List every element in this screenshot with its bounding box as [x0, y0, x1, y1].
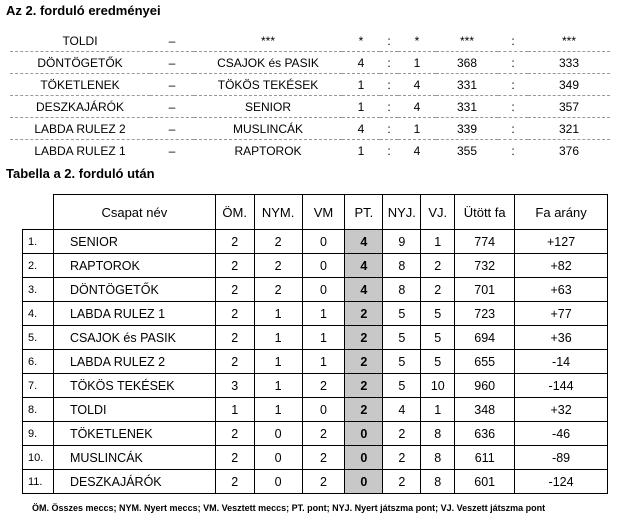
result-away: MUSLINCÁK	[194, 118, 342, 140]
result-home: TÖKETLENEK	[10, 74, 150, 96]
table-row	[23, 374, 608, 398]
result-away: RAPTOROK	[234, 143, 302, 158]
table-row	[23, 230, 608, 254]
result-s2: 1	[398, 52, 436, 74]
cell-nym: 1	[254, 398, 302, 422]
result-p1: 355	[456, 143, 478, 158]
cell-fa: +82	[515, 254, 608, 278]
cell-vm: 1	[302, 326, 345, 350]
cell-rank: 3.	[23, 278, 54, 302]
cell-pt: 0	[345, 470, 383, 494]
cell-ff: 723	[455, 302, 515, 326]
result-dash: –	[150, 118, 194, 140]
result-away: SENIOR	[194, 96, 342, 118]
cell-vm: 0	[302, 230, 345, 254]
cell-fa: -144	[515, 374, 608, 398]
result-s2: 4	[413, 143, 421, 158]
result-away: TÖKÖS TEKÉSEK	[194, 74, 342, 96]
cell-pt: 2	[345, 374, 383, 398]
result-row	[10, 74, 610, 96]
cell-vm: 0	[302, 254, 345, 278]
cell-ff: 601	[455, 470, 515, 494]
result-p2: 376	[558, 143, 580, 158]
result-p1: 339	[436, 118, 498, 140]
result-p2: 349	[528, 74, 610, 96]
result-s2: 4	[398, 74, 436, 96]
cell-nym: 2	[254, 230, 302, 254]
header-nyj: NYJ.	[383, 195, 421, 230]
cell-nyj: 5	[383, 374, 421, 398]
result-p1: 331	[436, 74, 498, 96]
cell-vm: 1	[302, 350, 345, 374]
result-row	[10, 140, 610, 162]
cell-nym: 2	[254, 254, 302, 278]
results-table	[10, 30, 610, 161]
result-c2: :	[498, 52, 528, 74]
table-row	[23, 422, 608, 446]
cell-ff: 701	[455, 278, 515, 302]
cell-nyj: 9	[383, 230, 421, 254]
header-fa: Fa arány	[515, 195, 608, 230]
result-s1: 4	[342, 52, 380, 74]
cell-fa: +32	[515, 398, 608, 422]
result-p1: ***	[436, 30, 498, 52]
result-c2: :	[498, 30, 528, 52]
cell-fa: +36	[515, 326, 608, 350]
cell-vj: 8	[421, 470, 455, 494]
cell-vj: 10	[421, 374, 455, 398]
result-dash: –	[168, 143, 176, 158]
cell-pt: 4	[345, 254, 383, 278]
cell-team: DESZKAJÁRÓK	[53, 470, 215, 494]
result-c1: :	[380, 118, 398, 140]
cell-nyj: 4	[383, 398, 421, 422]
result-home: DESZKAJÁRÓK	[10, 96, 150, 118]
result-p1: 331	[436, 96, 498, 118]
cell-vm: 1	[302, 302, 345, 326]
cell-rank: 1.	[23, 230, 54, 254]
cell-rank: 2.	[23, 254, 54, 278]
cell-vj: 2	[421, 254, 455, 278]
cell-om: 2	[215, 422, 254, 446]
cell-vj: 8	[421, 422, 455, 446]
header-pt: PT.	[345, 195, 383, 230]
result-dash: –	[150, 52, 194, 74]
cell-team: TÖKETLENEK	[53, 422, 215, 446]
result-away: CSAJOK és PASIK	[194, 52, 342, 74]
result-dash: –	[150, 30, 194, 52]
cell-vm: 2	[302, 374, 345, 398]
cell-om: 2	[215, 254, 254, 278]
result-c1: :	[380, 30, 398, 52]
table-row	[23, 446, 608, 470]
result-c2: :	[498, 118, 528, 140]
table-row	[23, 398, 608, 422]
result-s2: *	[398, 30, 436, 52]
result-c1: :	[380, 96, 398, 118]
cell-pt: 2	[345, 326, 383, 350]
cell-ff: 655	[455, 350, 515, 374]
result-p2: 357	[528, 96, 610, 118]
result-row	[10, 52, 610, 74]
cell-nyj: 5	[383, 350, 421, 374]
cell-nyj: 8	[383, 278, 421, 302]
cell-fa: -124	[515, 470, 608, 494]
cell-pt: 4	[345, 230, 383, 254]
cell-rank: 10.	[23, 446, 54, 470]
cell-om: 2	[215, 470, 254, 494]
result-c1: :	[380, 52, 398, 74]
result-s1: *	[342, 30, 380, 52]
standings-title: Tabella a 2. forduló után	[6, 166, 155, 181]
header-ff: Ütött fa	[455, 195, 515, 230]
cell-om: 2	[215, 446, 254, 470]
result-p1: 368	[436, 52, 498, 74]
cell-nyj: 8	[383, 254, 421, 278]
cell-team: MUSLINCÁK	[53, 446, 215, 470]
cell-ff: 694	[455, 326, 515, 350]
result-s1: 4	[342, 118, 380, 140]
cell-nyj: 2	[383, 470, 421, 494]
cell-fa: -46	[515, 422, 608, 446]
table-row	[23, 326, 608, 350]
standings-header-row	[23, 195, 608, 230]
header-om: ÖM.	[215, 195, 254, 230]
cell-om: 2	[215, 278, 254, 302]
cell-ff: 732	[455, 254, 515, 278]
result-s2: 4	[398, 96, 436, 118]
result-p2: 321	[528, 118, 610, 140]
result-s1: 1	[342, 96, 380, 118]
cell-vj: 1	[421, 230, 455, 254]
cell-vj: 2	[421, 278, 455, 302]
cell-nym: 1	[254, 350, 302, 374]
cell-vj: 5	[421, 302, 455, 326]
cell-vj: 1	[421, 398, 455, 422]
cell-fa: -89	[515, 446, 608, 470]
cell-nym: 0	[254, 422, 302, 446]
cell-team: DÖNTÖGETŐK	[53, 278, 215, 302]
cell-team: LABDA RULEZ 2	[53, 350, 215, 374]
footnote: ÖM. Összes meccs; NYM. Nyert meccs; VM. Vesztett meccs; PT. pont; NYJ. Nyert játszma pont; VJ. Veszett játszma pont	[32, 503, 546, 513]
cell-om: 2	[215, 230, 254, 254]
cell-team: RAPTOROK	[53, 254, 215, 278]
header-vj: VJ.	[421, 195, 455, 230]
cell-pt: 0	[345, 446, 383, 470]
cell-team: TÖKÖS TEKÉSEK	[53, 374, 215, 398]
cell-nyj: 2	[383, 446, 421, 470]
table-row	[23, 350, 608, 374]
header-vm: VM	[302, 195, 345, 230]
cell-ff: 636	[455, 422, 515, 446]
result-s2: 1	[398, 118, 436, 140]
result-p2: 333	[528, 52, 610, 74]
standings-table	[22, 194, 608, 494]
cell-nym: 0	[254, 470, 302, 494]
cell-rank: 11.	[23, 470, 54, 494]
result-away: ***	[194, 30, 342, 52]
cell-vm: 0	[302, 278, 345, 302]
result-c1: :	[380, 74, 398, 96]
cell-ff: 960	[455, 374, 515, 398]
cell-fa: +63	[515, 278, 608, 302]
result-home: LABDA RULEZ 2	[10, 118, 150, 140]
cell-nyj: 5	[383, 302, 421, 326]
cell-fa: +77	[515, 302, 608, 326]
cell-team: CSAJOK és PASIK	[53, 326, 215, 350]
cell-om: 3	[215, 374, 254, 398]
cell-om: 1	[215, 398, 254, 422]
cell-pt: 2	[345, 302, 383, 326]
cell-nyj: 5	[383, 326, 421, 350]
results-title: Az 2. forduló eredményei	[6, 3, 161, 18]
table-row	[23, 470, 608, 494]
cell-rank: 9.	[23, 422, 54, 446]
cell-rank: 8.	[23, 398, 54, 422]
result-home: LABDA RULEZ 1	[34, 143, 126, 158]
result-c1: :	[387, 143, 391, 158]
result-p2: ***	[528, 30, 610, 52]
result-c2: :	[498, 96, 528, 118]
cell-vj: 8	[421, 446, 455, 470]
table-row	[23, 254, 608, 278]
result-dash: –	[150, 74, 194, 96]
cell-vm: 2	[302, 446, 345, 470]
header-blank	[23, 195, 54, 230]
cell-ff: 611	[455, 446, 515, 470]
result-home: TOLDI	[10, 30, 150, 52]
cell-pt: 2	[345, 398, 383, 422]
table-row	[23, 302, 608, 326]
result-home: DÖNTÖGETŐK	[10, 52, 150, 74]
cell-team: LABDA RULEZ 1	[53, 302, 215, 326]
cell-team: SENIOR	[53, 230, 215, 254]
cell-vj: 5	[421, 326, 455, 350]
result-s1: 1	[357, 143, 365, 158]
header-team: Csapat név	[53, 195, 215, 230]
cell-pt: 4	[345, 278, 383, 302]
cell-om: 2	[215, 326, 254, 350]
result-dash: –	[150, 96, 194, 118]
cell-vm: 2	[302, 422, 345, 446]
cell-ff: 348	[455, 398, 515, 422]
cell-om: 2	[215, 302, 254, 326]
result-row	[10, 30, 610, 52]
cell-team: TOLDI	[53, 398, 215, 422]
cell-pt: 0	[345, 422, 383, 446]
cell-vm: 2	[302, 470, 345, 494]
cell-rank: 6.	[23, 350, 54, 374]
cell-nym: 1	[254, 326, 302, 350]
cell-nym: 1	[254, 302, 302, 326]
result-c2: :	[498, 74, 528, 96]
cell-nym: 1	[254, 374, 302, 398]
cell-rank: 5.	[23, 326, 54, 350]
result-s1: 1	[342, 74, 380, 96]
result-c2: :	[511, 143, 515, 158]
cell-fa: +127	[515, 230, 608, 254]
cell-nym: 0	[254, 446, 302, 470]
cell-rank: 4.	[23, 302, 54, 326]
cell-om: 2	[215, 350, 254, 374]
header-nym: NYM.	[254, 195, 302, 230]
cell-fa: -14	[515, 350, 608, 374]
result-row	[10, 118, 610, 140]
cell-vm: 0	[302, 398, 345, 422]
cell-ff: 774	[455, 230, 515, 254]
result-row	[10, 96, 610, 118]
table-row	[23, 278, 608, 302]
cell-rank: 7.	[23, 374, 54, 398]
cell-nym: 2	[254, 278, 302, 302]
cell-nyj: 2	[383, 422, 421, 446]
cell-vj: 5	[421, 350, 455, 374]
cell-pt: 2	[345, 350, 383, 374]
